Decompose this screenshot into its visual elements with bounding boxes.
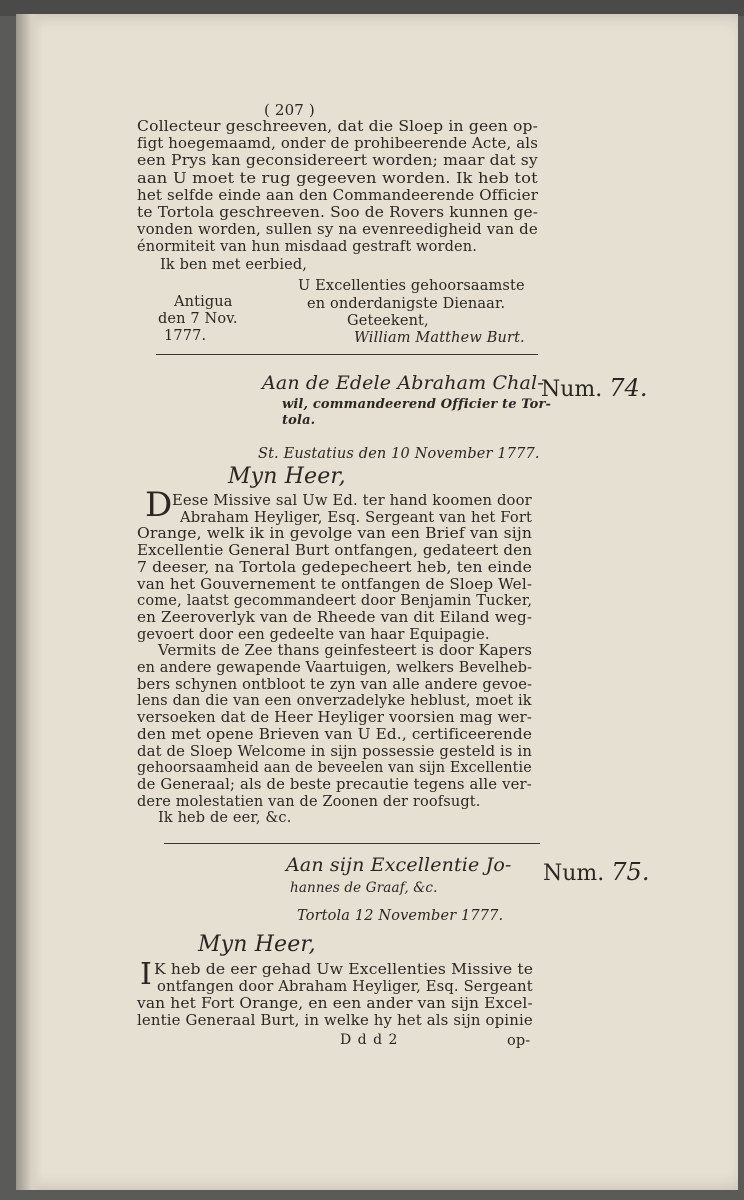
text-line: K heb de eer gehad Uw Excellenties Missive te [154,962,534,978]
text-line: Eese Missive sal Uw Ed. ter hand koomen door [172,493,532,509]
letter75-heading-line2: hannes de Graaf, &c. [290,880,438,896]
closing-servant: en onderdanigste Dienaar. [307,296,506,312]
text-line: vonden worden, sullen sy na evenreedigheid van de [137,222,538,239]
closing-year: 1777. [164,328,207,344]
closing-excellencies: U Excellenties gehoorsaamste [298,278,525,294]
text-line: van het Fort Orange, en een ander van sijn Excel- [137,995,533,1012]
letter74-dateline: St. Eustatius den 10 November 1777. [258,446,540,462]
letter75-num-value: 75. [611,858,650,886]
letter75-dateline: Tortola 12 November 1777. [297,908,504,924]
letter74-num-label: Num. [541,377,603,402]
page-number: ( 207 ) [264,101,315,119]
text-line: en Zeeroverlyk van de Rheede van dit Eiland weg- [137,609,533,626]
closing-place: Antigua [174,294,233,310]
text-line: de Generaal; als de beste precautie tegens alle ver- [137,776,532,793]
letter75-heading-line1: Aan sijn Excellentie Jo- [286,854,512,876]
text-line: en andere gewapende Vaartuigen, welkers Bevelheb- [137,660,533,676]
letter75-number [543,858,649,886]
letter75-dropcap: I [140,957,152,992]
letter75-num-label: Num. [543,861,605,886]
text-line: Ik ben met eerbied, [160,256,308,273]
letter75-salutation: Myn Heer, [198,932,316,957]
text-line: versoeken dat de Heer Heyliger voorsien mag wer- [137,710,533,727]
text-line: een Prys kan geconsidereert worden; maar dat sy [137,153,538,170]
closing-signed: Geteekent, [347,313,429,329]
text-line: Orange, welk ik in gevolge van een Brief van sijn [137,526,533,543]
text-line: Excellentie General Burt ontfangen, gedateert den [137,543,533,560]
letter74-dropcap: D [145,485,173,525]
text-line: énormiteit van hun misdaad gestraft worden. [137,239,477,256]
text-line: dere molestatien van de Zoonen der roofsugt. [137,793,481,810]
text-line: gehoorsaamheid aan de beveelen van sijn Excellentie [137,760,532,777]
text-line: Ik heb de eer, &c. [158,810,292,827]
text-line: het selfde einde aan den Commandeerende Officier [137,187,539,204]
letter74-salutation: Myn Heer, [228,464,346,489]
signature-mark: D d d 2 [340,1032,399,1048]
text-line: Vermits de Zee thans geinfesteert is door Kapers [158,643,533,660]
text-line: lens dan die van een onverzadelyke heblust, moet ik [137,693,532,710]
text-line: bers schynen ontbloot te zyn van alle andere gevoe- [137,676,533,693]
page-gutter-shadow [16,14,42,1190]
text-line: 7 deeser, na Tortola gedepecheert heb, ten einde [137,559,532,576]
closing-date: den 7 Nov. [158,311,238,327]
text-line: figt hoegemaamd, onder de prohibeerende Acte, als [137,136,538,153]
closing-signature-name: William Matthew Burt. [354,330,525,346]
section-divider [156,354,538,355]
text-line: den met opene Brieven van U Ed., certificeerende [137,726,533,743]
letter74-num-value: 74. [609,374,648,402]
text-line: ontfangen door Abraham Heyliger, Esq. Sergeant [157,978,533,995]
letter74-number [541,374,647,402]
text-line: aan U moet te rug gegeeven worden. Ik heb tot [137,170,538,187]
section-divider-2 [164,843,540,844]
text-line: gevoert door een gedeelte van haar Equipagie. [137,626,490,643]
text-line: Abraham Heyliger, Esq. Sergeant van het Fort [180,509,533,526]
catchword: op- [507,1033,531,1049]
text-line: Collecteur geschreeven, dat die Sloep in geen op- [137,119,539,135]
letter74-heading-line2: wil, commandeerend Officier te Tor- [282,397,552,412]
text-line: come, laatst gecommandeert door Benjamin Tucker, [137,593,533,610]
text-line: van het Gouvernement te ontfangen de Sloep Wel- [137,576,533,593]
text-line: te Tortola geschreeven. Soo de Rovers kunnen ge- [137,205,539,221]
letter74-heading-line3: tola. [282,413,316,428]
letter74-heading-line1: Aan de Edele Abraham Chal- [262,372,544,394]
text-line: lentie Generaal Burt, in welke hy het als sijn opinie [137,1012,533,1029]
text-line: dat de Sloep Welcome in sijn possessie gesteld is in [137,743,533,760]
